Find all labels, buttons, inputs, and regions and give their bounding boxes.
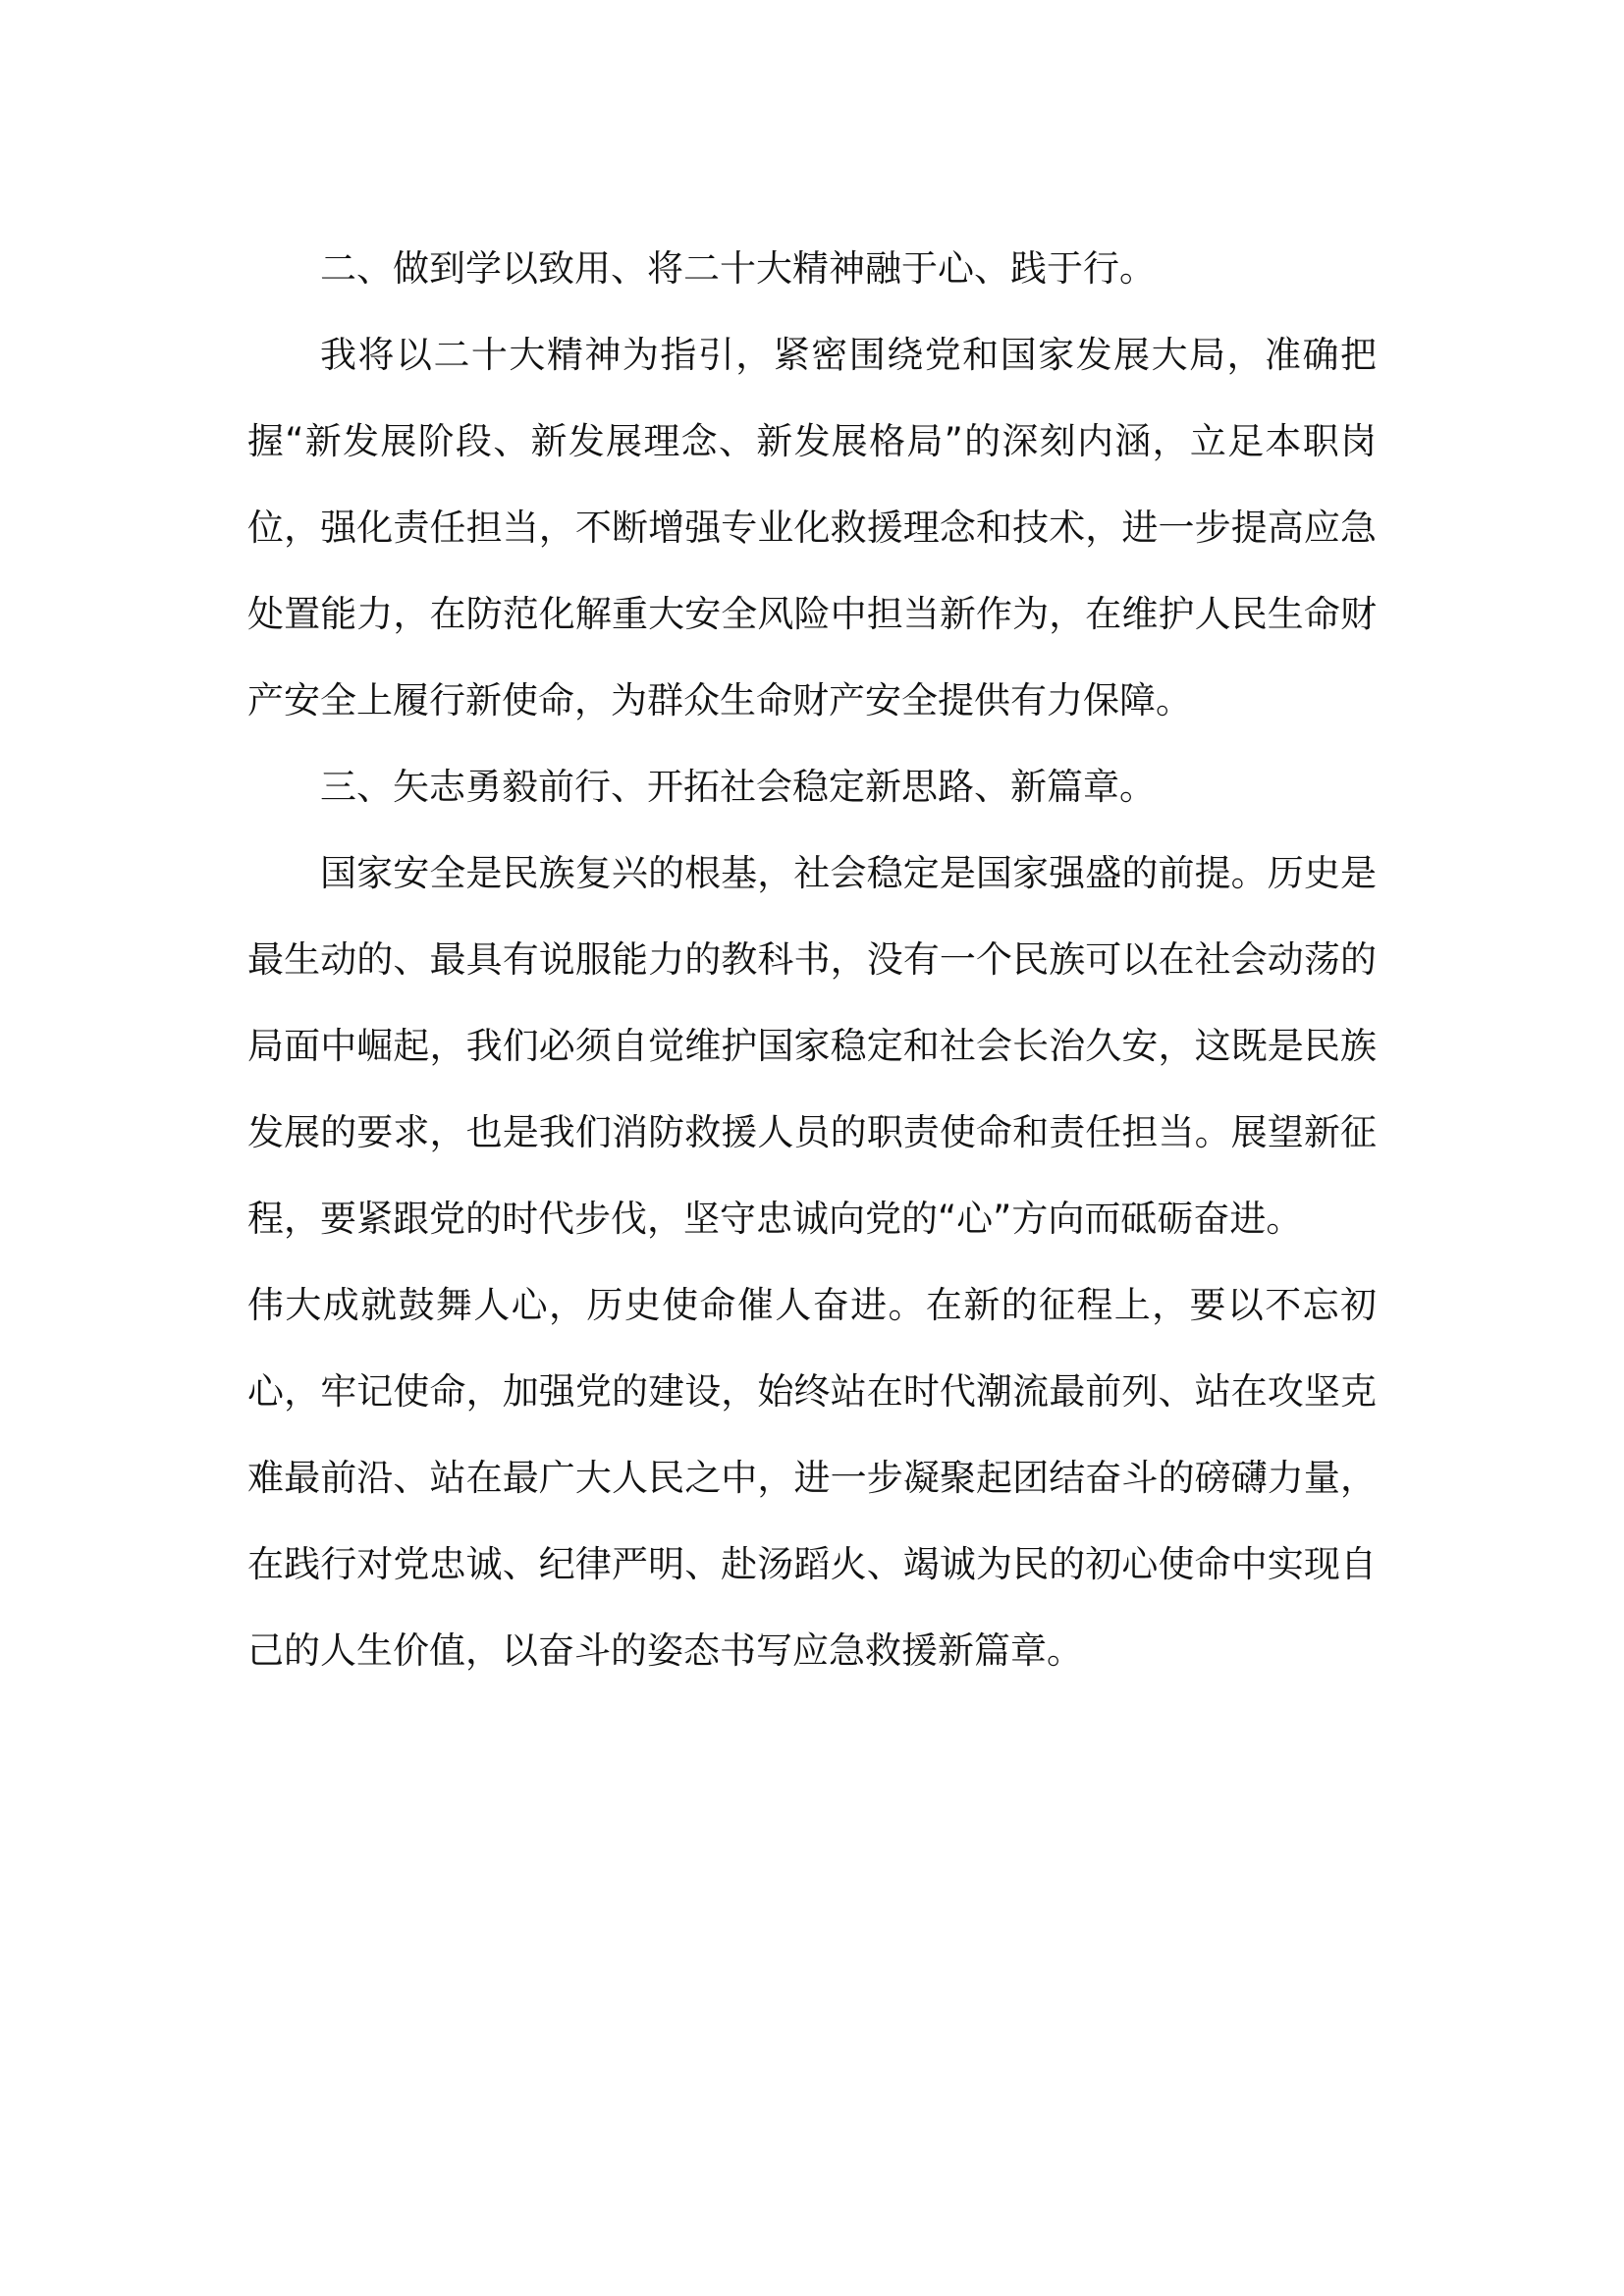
paragraph-guidance: 我将以二十大精神为指引，紧密围绕党和国家发展大局，准确把握“新发展阶段、新发展理念、新发展格局”的深刻内涵，立足本职岗位，强化责任担当，不断增强专业化救援理念和技术，进一步提高应急处置能力，在防范化解重大安全风险中担当新作为，在维护人民生命财产安全上履行新使命，为群众生命财产安全提供有力保障。 [247, 334, 1377, 721]
section-heading-three: 三、矢志勇毅前行、开拓社会稳定新思路、新篇章。 [320, 766, 1156, 808]
section-heading-two: 二、做到学以致用、将二十大精神融于心、践于行。 [320, 247, 1156, 290]
paragraph-great-achievements: 伟大成就鼓舞人心，历史使命催人奋进。在新的征程上，要以不忘初心，牢记使命，加强党的建设，始终站在时代潮流最前列、站在攻坚克难最前沿、站在最广大人民之中，进一步凝聚起团结奋斗的磅礴力量，在践行对党忠诚、纪律严明、赴汤蹈火、竭诚为民的初心使命中实现自己的人生价值，以奋斗的姿态书写应急救援新篇章。 [247, 1284, 1377, 1672]
document-body [247, 226, 1377, 1694]
paragraph-national-security: 国家安全是民族复兴的根基，社会稳定是国家强盛的前提。历史是最生动的、最具有说服能力的教科书，没有一个民族可以在社会动荡的局面中崛起，我们必须自觉维护国家稳定和社会长治久安，这既是民族发展的要求，也是我们消防救援人员的职责使命和责任担当。展望新征程，要紧跟党的时代步伐，坚守忠诚向党的“心”方向而砥砺奋进。 [247, 852, 1377, 1240]
